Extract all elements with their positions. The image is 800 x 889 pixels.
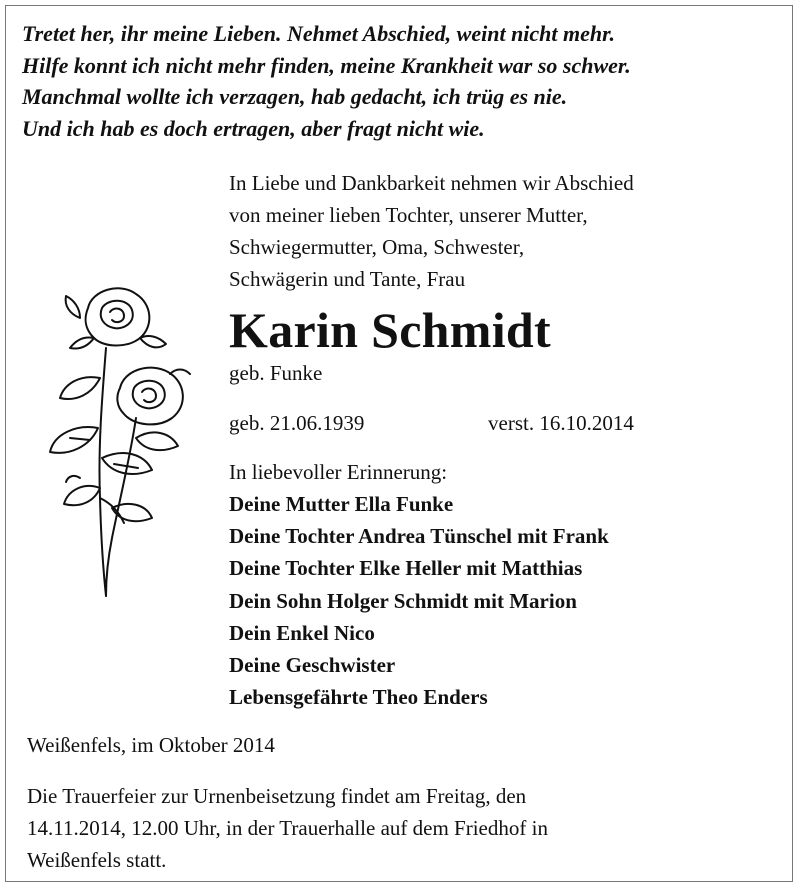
service-line: Die Trauerfeier zur Urnenbeisetzung findet am Freitag, den: [27, 784, 527, 808]
mourner: Deine Geschwister: [229, 653, 396, 678]
maiden-name: geb. Funke: [229, 361, 323, 385]
intro-text: [229, 167, 634, 295]
deceased-name: Karin Schmidt: [229, 302, 551, 358]
mourner: Deine Mutter Ella Funke: [229, 492, 454, 516]
poem: [22, 18, 631, 144]
mourner: Lebensgefährte Theo Enders: [229, 685, 488, 710]
mourner: Deine Tochter Andrea Tünschel mit Frank: [229, 524, 609, 549]
service-line: Weißenfels statt.: [27, 848, 167, 872]
mourner: Dein Sohn Holger Schmidt mit Marion: [229, 588, 577, 613]
intro-line: Schwägerin und Tante, Frau: [229, 267, 466, 291]
poem-line: Manchmal wollte ich verzagen, hab gedacht, ich trüg es nie.: [22, 84, 568, 109]
intro-line: In Liebe und Dankbarkeit nehmen wir Abschied: [229, 171, 634, 195]
poem-line: Tretet her, ihr meine Lieben. Nehmet Abschied, weint nicht mehr.: [22, 21, 615, 46]
poem-line: Hilfe konnt ich nicht mehr finden, meine Krankheit war so schwer.: [22, 52, 631, 78]
intro-line: von meiner lieben Tochter, unserer Mutter,: [229, 203, 588, 227]
death-date: verst. 16.10.2014: [488, 411, 634, 435]
birth-date: geb. 21.06.1939: [229, 411, 365, 435]
roses-illustration-icon: [40, 278, 200, 608]
service-line: 14.11.2014, 12.00 Uhr, in der Trauerhalle auf dem Friedhof in: [27, 816, 548, 840]
place-and-date: Weißenfels, im Oktober 2014: [27, 733, 275, 757]
poem-line: Und ich hab es doch ertragen, aber fragt nicht wie.: [22, 115, 485, 141]
mourners-list: [229, 488, 609, 713]
intro-line: Schwiegermutter, Oma, Schwester,: [229, 235, 525, 259]
mourner: Dein Enkel Nico: [229, 620, 375, 645]
service-info: [27, 780, 548, 876]
mourner: Deine Tochter Elke Heller mit Matthias: [229, 556, 583, 581]
memory-label: In liebevoller Erinnerung:: [229, 460, 448, 484]
